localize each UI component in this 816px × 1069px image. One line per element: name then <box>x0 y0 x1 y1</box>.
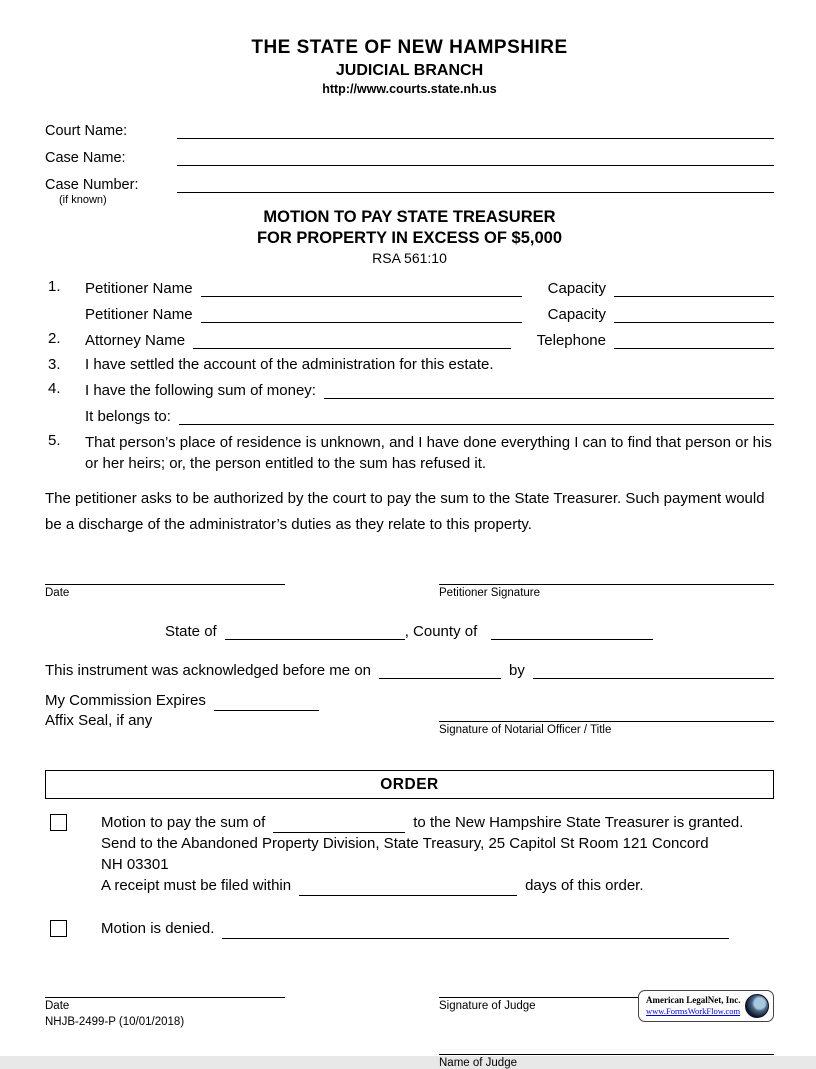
case-name-label: Case Name: <box>45 150 126 166</box>
notarial-officer-signature-input[interactable] <box>439 705 774 722</box>
belongs-to-label: It belongs to: <box>85 408 171 425</box>
belongs-to-input[interactable] <box>179 406 774 425</box>
attorney-name-label: Attorney Name <box>85 332 186 349</box>
acknowledged-date-input[interactable] <box>379 660 501 679</box>
case-name-input[interactable] <box>177 145 774 166</box>
form-header <box>45 36 774 98</box>
branch-subtitle: JUDICIAL BRANCH <box>335 62 484 79</box>
receipt-days-input[interactable] <box>299 877 517 896</box>
item-5-text: That person’s place of residence is unknown, and I have done everything I can to find that person or his or her heirs; or, the person entitled to the sum has refused it. <box>85 434 772 472</box>
item-1b-number <box>45 304 85 323</box>
order-header-box <box>45 770 774 799</box>
if-known-note: (if known) <box>59 194 107 206</box>
judge-name-label: Name of Judge <box>439 1057 517 1069</box>
petitioner-signature-section <box>45 568 774 599</box>
denied-reason-input[interactable] <box>222 920 729 939</box>
acknowledged-by-input[interactable] <box>533 660 774 679</box>
globe-icon <box>745 994 769 1018</box>
commission-expires-label: My Commission Expires <box>45 692 206 709</box>
item-3 <box>45 356 774 373</box>
item-2-number: 2. <box>48 330 61 347</box>
case-identity-section <box>45 112 774 207</box>
case-number-input[interactable] <box>177 172 774 193</box>
case-number-row <box>45 166 774 193</box>
court-name-input[interactable] <box>177 118 774 139</box>
receipt-post-label: days of this order. <box>525 877 644 894</box>
capacity-2-input[interactable] <box>614 304 774 323</box>
county-of-label: , County of <box>404 623 478 640</box>
formsworkflow-link[interactable]: www.FormsWorkFlow.com <box>646 1006 741 1016</box>
item-2 <box>45 330 774 349</box>
item-4 <box>45 380 774 399</box>
court-name-label: Court Name: <box>45 123 128 139</box>
acknowledged-label: This instrument was acknowledged before me on <box>45 662 372 679</box>
item-4-number: 4. <box>48 380 61 397</box>
sum-of-money-label: I have the following sum of money: <box>85 382 316 399</box>
order-title: ORDER <box>380 775 439 793</box>
granted-address-line1: Send to the Abandoned Property Division, State Treasury, 25 Capitol St Room 121 Concord <box>101 835 709 852</box>
statute-reference: RSA 561:10 <box>372 250 447 266</box>
capacity-input[interactable] <box>614 278 774 297</box>
petitioner-name-2-label: Petitioner Name <box>85 306 193 323</box>
case-number-label: Case Number: <box>45 177 139 193</box>
denied-checkbox[interactable] <box>50 920 67 937</box>
granted-post-label: to the New Hampshire State Treasurer is granted. <box>413 814 744 831</box>
attorney-name-input[interactable] <box>193 330 511 349</box>
form-number: NHJB-2499-P (10/01/2018) <box>45 1016 185 1028</box>
order-date-label: Date <box>45 1000 70 1012</box>
petitioner-name-input[interactable] <box>201 278 522 297</box>
receipt-pre-label: A receipt must be filed within <box>101 877 292 894</box>
item-1b <box>45 304 774 323</box>
capacity-2-label: Capacity <box>547 306 606 323</box>
granted-pre-label: Motion to pay the sum of <box>101 814 266 831</box>
item-1 <box>45 278 774 297</box>
granted-checkbox[interactable] <box>50 814 67 831</box>
item-4b-number <box>45 406 85 425</box>
petitioner-name-label: Petitioner Name <box>85 280 193 297</box>
judge-name-input[interactable] <box>439 1038 774 1055</box>
motion-granted-block <box>45 812 774 896</box>
form-title-block <box>45 207 774 268</box>
petitioner-signature-input[interactable] <box>439 568 774 585</box>
order-date-input[interactable] <box>45 981 285 998</box>
item-5-number: 5. <box>48 432 61 449</box>
acknowledged-row <box>45 660 774 679</box>
request-paragraph: The petitioner asks to be authorized by the court to pay the sum to the State Treasurer. Such payment would be a discharge of the administrator’s duties as they relate to this property. <box>45 490 765 533</box>
sum-of-money-input[interactable] <box>324 380 774 399</box>
item-5 <box>45 432 774 474</box>
telephone-label: Telephone <box>536 332 606 349</box>
notarial-officer-label: Signature of Notarial Officer / Title <box>439 724 612 736</box>
petitioner-signature-label: Petitioner Signature <box>439 587 541 599</box>
state-title: THE STATE OF NEW HAMPSHIRE <box>251 37 568 58</box>
date-label: Date <box>45 587 70 599</box>
county-of-input[interactable] <box>491 621 653 640</box>
commission-expires-input[interactable] <box>214 692 319 711</box>
numbered-items <box>45 278 774 474</box>
case-name-row <box>45 139 774 166</box>
form-title-line2: FOR PROPERTY IN EXCESS OF $5,000 <box>256 229 563 247</box>
granted-sum-input[interactable] <box>273 814 405 833</box>
petitioner-name-2-input[interactable] <box>201 304 522 323</box>
denied-label: Motion is denied. <box>101 920 215 937</box>
date-input[interactable] <box>45 568 285 585</box>
item-3-number: 3. <box>48 356 61 373</box>
court-website-url: http://www.courts.state.nh.us <box>322 82 497 96</box>
affix-seal-label: Affix Seal, if any <box>45 712 153 729</box>
capacity-label: Capacity <box>547 280 606 297</box>
item-4b <box>45 406 774 425</box>
form-title-line1: MOTION TO PAY STATE TREASURER <box>263 208 556 226</box>
motion-denied-block <box>45 918 774 939</box>
american-legalnet-logo <box>638 990 774 1022</box>
telephone-input[interactable] <box>614 330 774 349</box>
state-of-input[interactable] <box>225 621 405 640</box>
judge-signature-label: Signature of Judge <box>439 1000 536 1012</box>
state-of-label: State of <box>165 623 217 640</box>
item-1-number: 1. <box>48 278 61 295</box>
by-label: by <box>509 662 525 679</box>
item-3-text: I have settled the account of the administration for this estate. <box>85 356 494 373</box>
state-county-row <box>165 621 774 640</box>
court-name-row <box>45 112 774 139</box>
commission-section <box>45 691 774 736</box>
judge-name-section <box>439 1038 774 1069</box>
granted-address-line2: NH 03301 <box>101 856 169 873</box>
legalnet-company-name: American LegalNet, Inc. <box>646 995 741 1005</box>
